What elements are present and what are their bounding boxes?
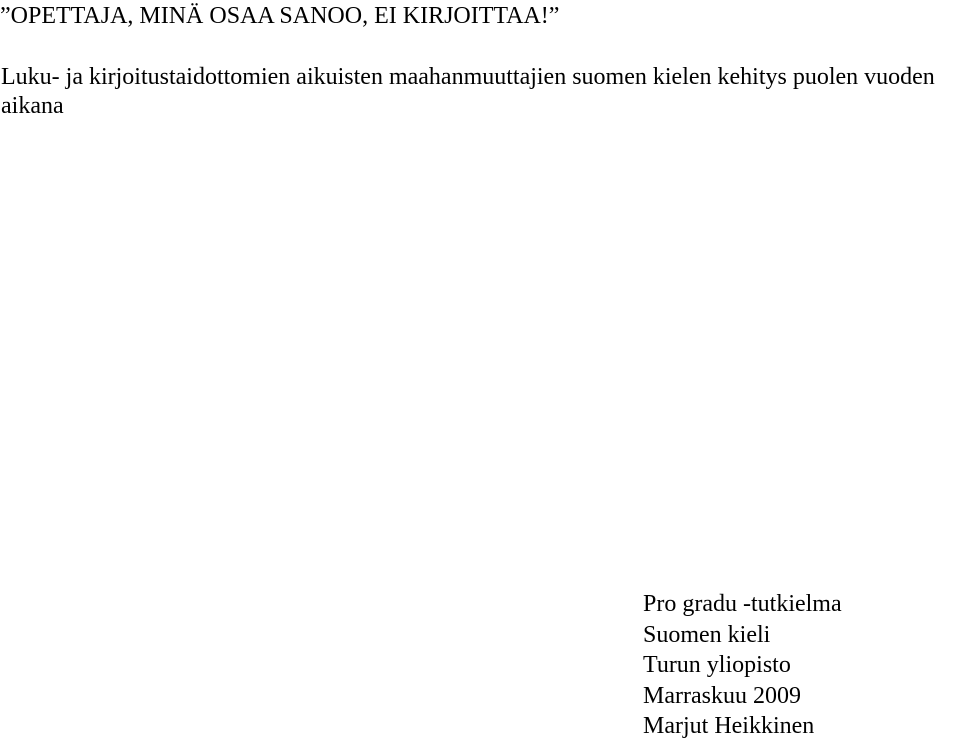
thesis-type: Pro gradu -tutkielma (643, 591, 842, 617)
thesis-date: Marraskuu 2009 (643, 682, 801, 709)
thesis-info-block (643, 589, 842, 742)
thesis-subject: Suomen kieli (643, 621, 771, 648)
thesis-author: Marjut Heikkinen (643, 713, 815, 739)
document-subtitle: Luku- ja kirjoitustaidottomien aikuisten maahanmuuttajien suomen kielen kehitys puolen vuoden aikana (1, 64, 935, 119)
thesis-university: Turun yliopisto (643, 652, 791, 678)
document-title: ”OPETTAJA, MINÄ OSAA SANOO, EI KIRJOITTAA!” (0, 3, 560, 29)
